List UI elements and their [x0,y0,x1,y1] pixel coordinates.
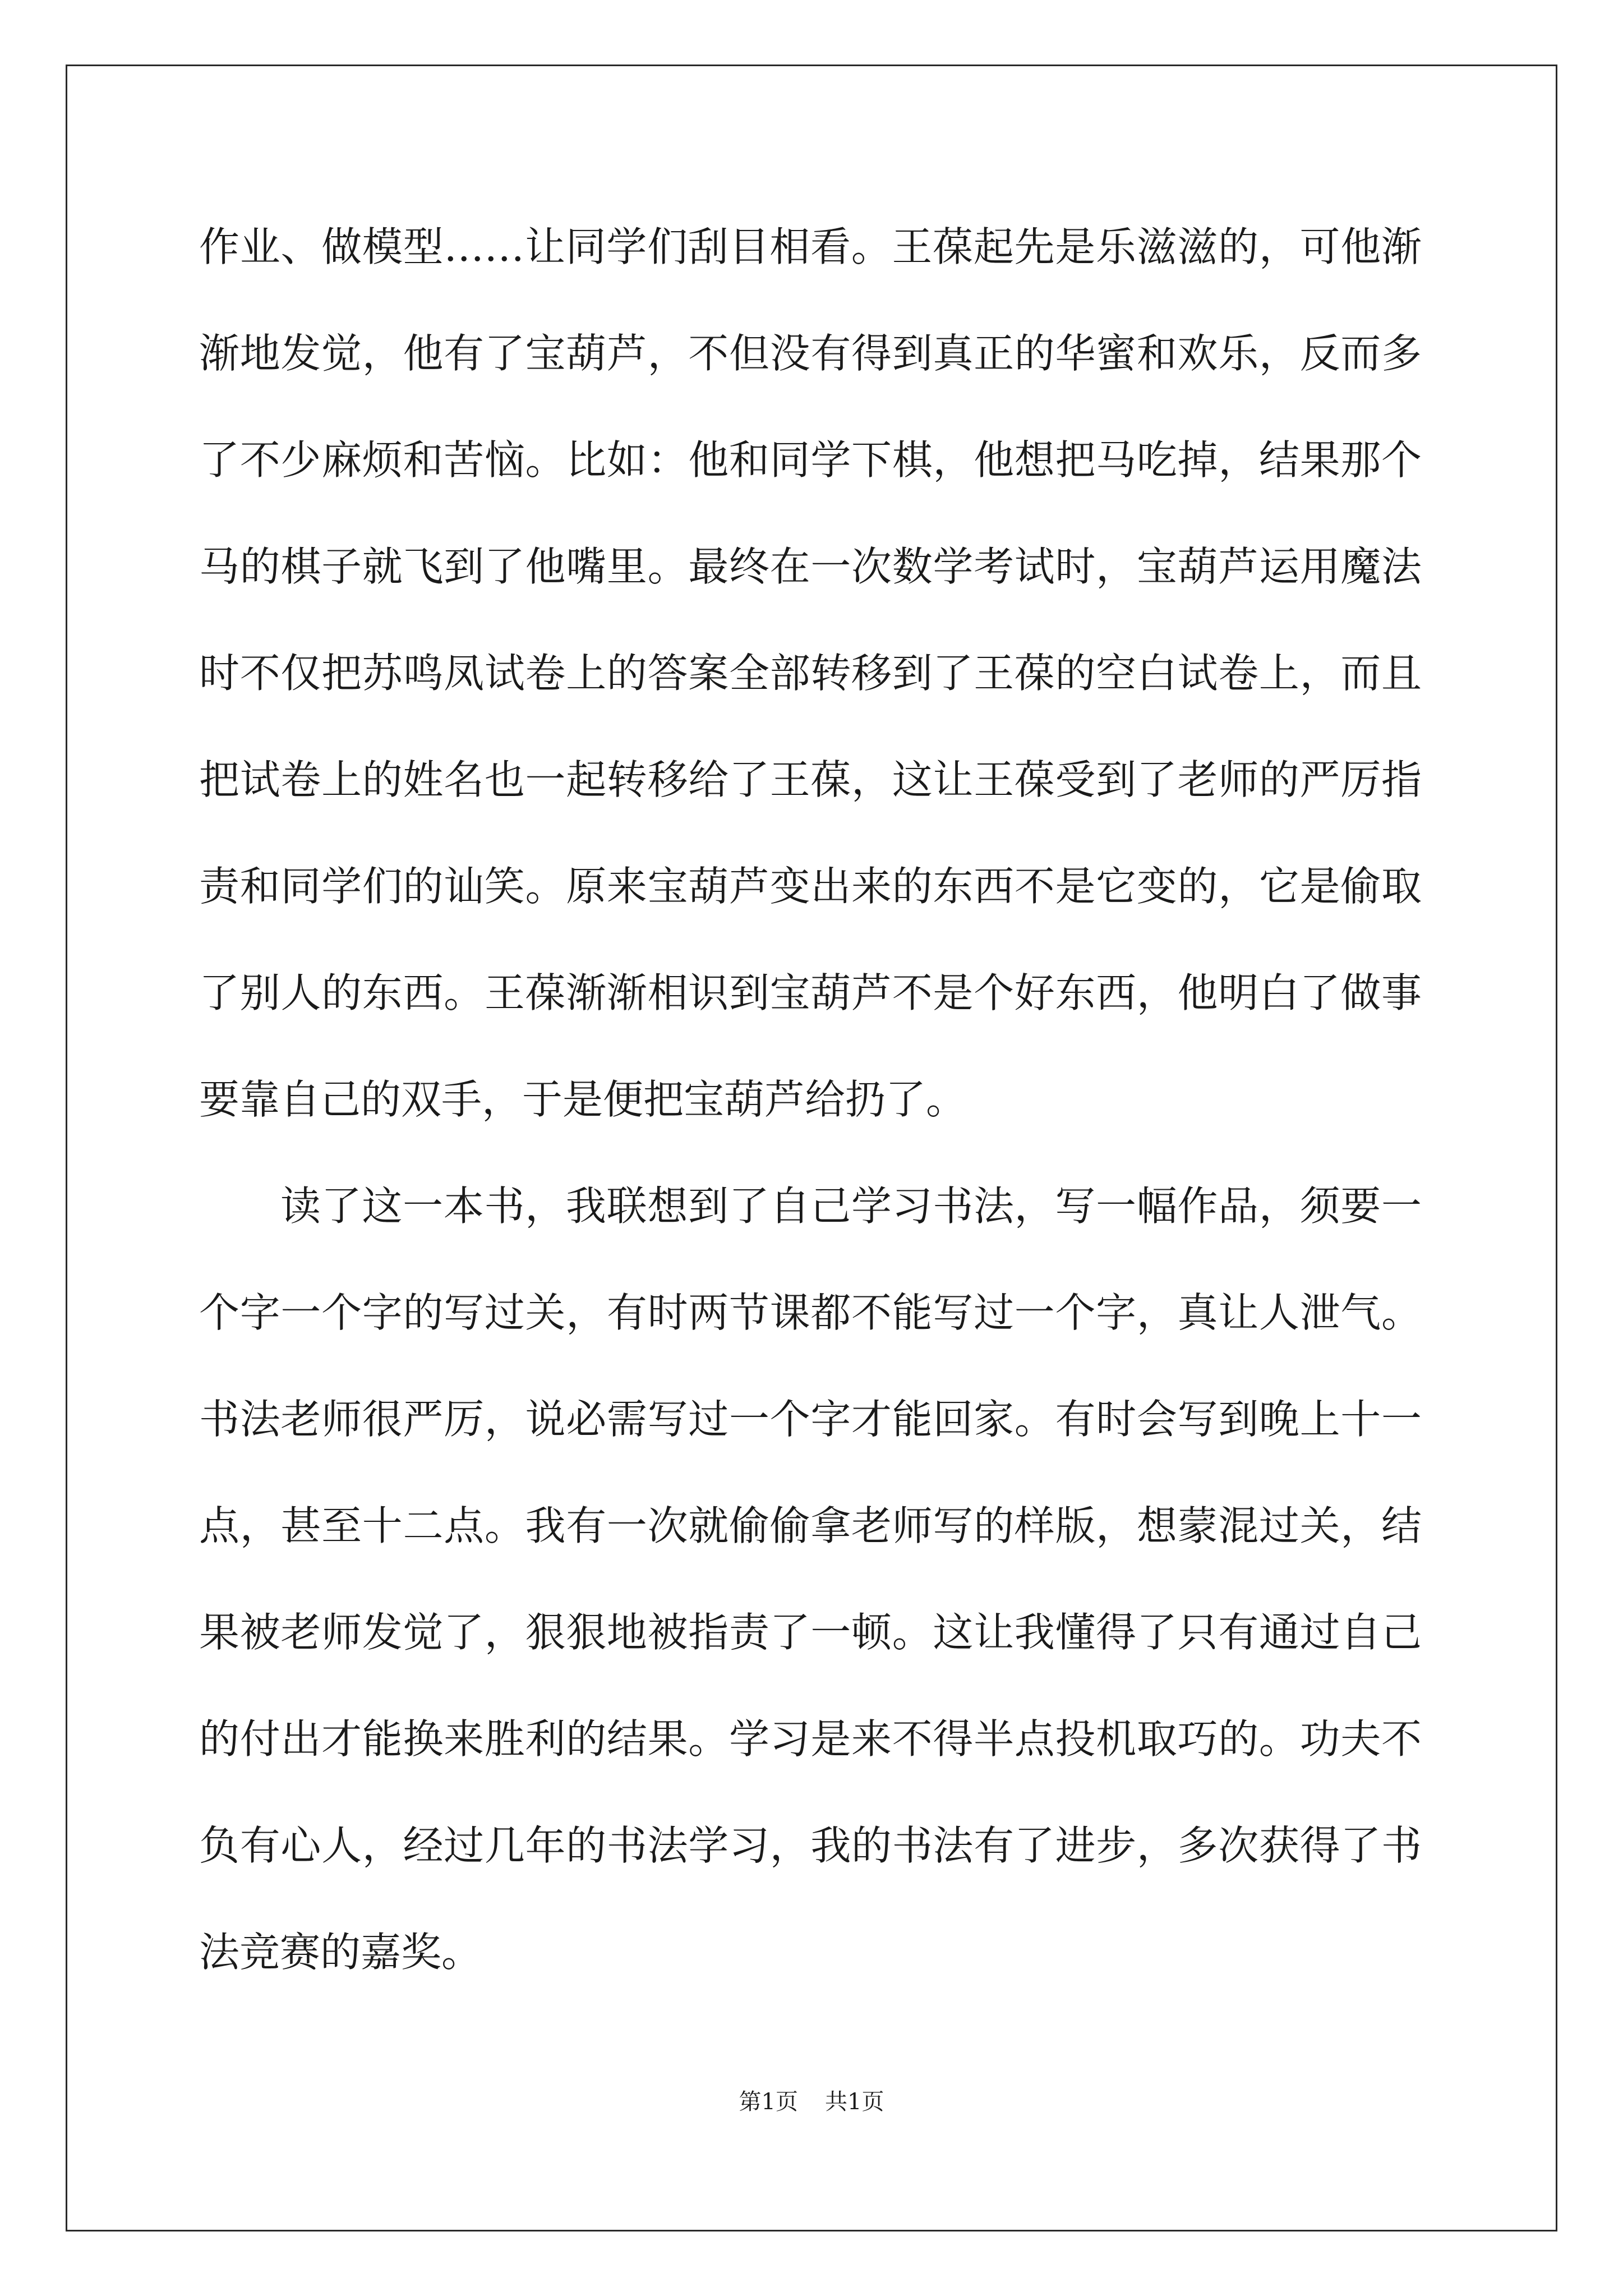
document-body [199,213,1422,2025]
text-line: 个字一个字的写过关，有时两节课都不能写过一个字，真让人泄气。 [199,1289,1422,1336]
text-line: 作业、做模型……让同学们刮目相看。王葆起先是乐滋滋的，可他渐 [199,223,1422,270]
page-footer [0,2088,1623,2116]
paragraph [199,213,1422,1172]
text-line: 读了这一本书，我联想到了自己学习书法，写一幅作品，须要一 [280,1182,1422,1230]
text-line: 果被老师发觉了，狠狠地被指责了一顿。这让我懂得了只有通过自己 [199,1609,1422,1656]
page-total: 共1页 [825,2089,884,2115]
text-line: 要靠自己的双手，于是便把宝葫芦给扔了。 [199,1076,967,1123]
text-line: 时不仅把苏鸣凤试卷上的答案全部转移到了王葆的空白试卷上，而且 [199,650,1422,697]
text-line: 了别人的东西。王葆渐渐相识到宝葫芦不是个好东西，他明白了做事 [199,969,1422,1016]
text-line: 渐地发觉，他有了宝葫芦，不但没有得到真正的华蜜和欢乐，反而多 [199,330,1422,377]
paragraph [199,1172,1422,2025]
text-line: 负有心人，经过几年的书法学习，我的书法有了进步，多次获得了书 [199,1822,1422,1869]
text-line: 马的棋子就飞到了他嘴里。最终在一次数学考试时，宝葫芦运用魔法 [199,543,1422,590]
text-line: 把试卷上的姓名也一起转移给了王葆，这让王葆受到了老师的严厉指 [199,756,1422,803]
text-line: 书法老师很严厉，说必需写过一个字才能回家。有时会写到晚上十一 [199,1396,1422,1443]
text-line: 了不少麻烦和苦恼。比如：他和同学下棋，他想把马吃掉，结果那个 [199,436,1422,484]
text-line: 法竞赛的嘉奖。 [199,1929,482,1976]
text-line: 点，甚至十二点。我有一次就偷偷拿老师写的样版，想蒙混过关，结 [199,1502,1422,1549]
text-line: 的付出才能换来胜利的结果。学习是来不得半点投机取巧的。功夫不 [199,1715,1422,1763]
page-number: 第1页 [739,2089,798,2115]
text-line: 责和同学们的讪笑。原来宝葫芦变出来的东西不是它变的，它是偷取 [199,863,1422,910]
